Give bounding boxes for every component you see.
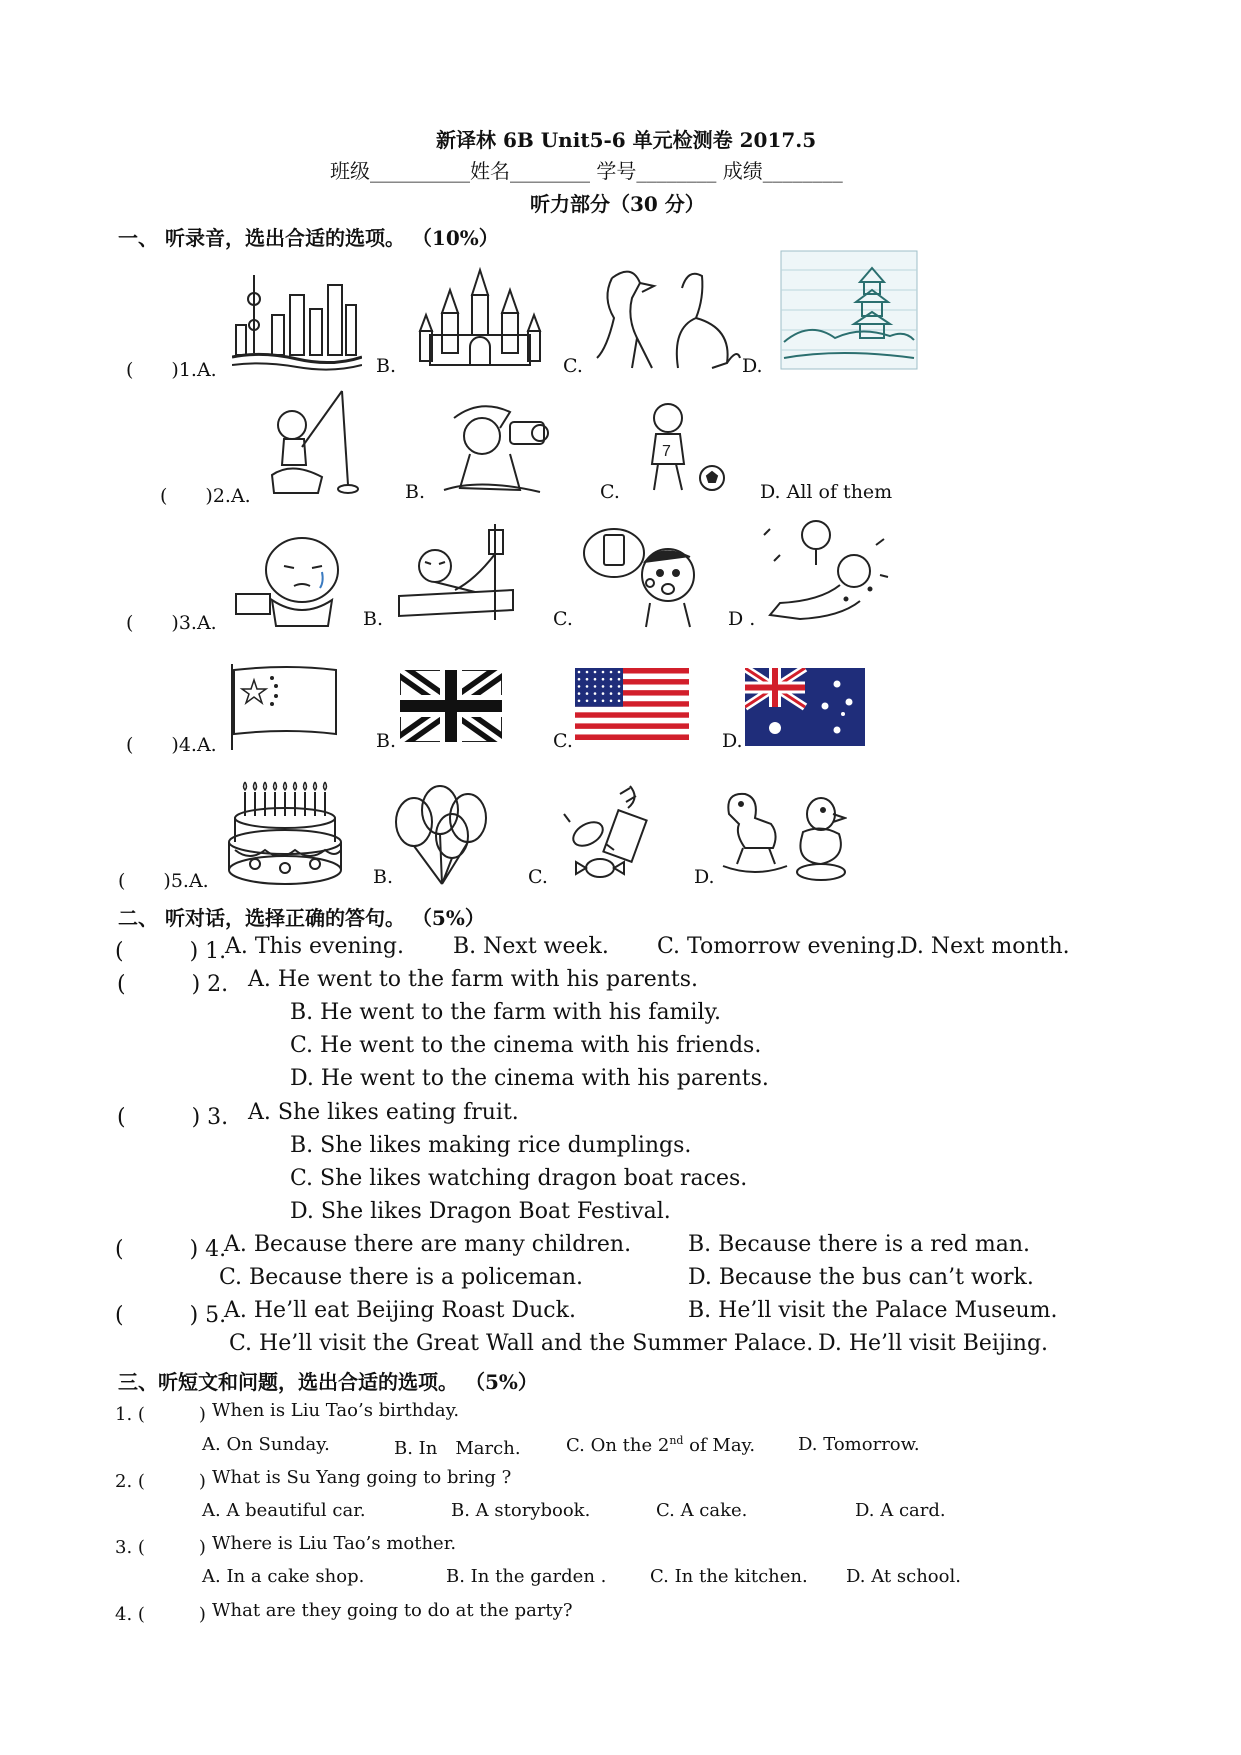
boy-taking-photo-icon <box>440 398 558 498</box>
uk-flag-icon <box>400 670 502 742</box>
q2-option-b-label: B. <box>405 481 426 503</box>
s2-q2-option-b: B. He went to the farm with his family. <box>290 1000 721 1025</box>
s3-q4-question: What are they going to do at the party? <box>212 1600 573 1621</box>
s2-q3-option-c: C. She likes watching dragon boat races. <box>290 1166 748 1191</box>
thirsty-boy-icon <box>580 523 700 631</box>
q2-number: ( )2.A. <box>160 485 251 507</box>
s2-q3-option-b: B. She likes making rice dumplings. <box>290 1133 692 1158</box>
q3-option-c-label: C. <box>553 608 573 630</box>
q5-option-c-label: C. <box>528 866 548 888</box>
s2-q1-option-d: D. Next month. <box>900 934 1070 959</box>
q4-option-d-label: D. <box>722 730 743 752</box>
q1-option-c-label: C. <box>563 355 583 377</box>
s3-q2-option-b: B. A storybook. <box>451 1500 591 1521</box>
s3-q1-number: 1. ( ) <box>115 1404 206 1425</box>
s2-q2-option-c: C. He went to the cinema with his friends. <box>290 1033 762 1058</box>
s2-q2-number: ( ) 2. <box>117 972 229 997</box>
s2-q3-option-d: D. She likes Dragon Boat Festival. <box>290 1199 671 1224</box>
q1-option-d-label: D. <box>742 355 763 377</box>
q4-option-b-label: B. <box>376 730 397 752</box>
s3-q2-option-c: C. A cake. <box>656 1500 748 1521</box>
q1-option-b-label: B. <box>376 355 397 377</box>
s2-q2-option-d: D. He went to the cinema with his parents. <box>290 1066 769 1091</box>
page-title: 新译林 6B Unit5-6 单元检测卷 2017.5 <box>436 128 817 152</box>
student-info-line: 班级__________姓名________ 学号________ 成绩________ <box>330 159 843 183</box>
candies-icon <box>560 784 660 884</box>
s2-q1-option-c: C. Tomorrow evening. <box>657 934 903 959</box>
section2-heading: 二、 听对话，选择正确的答句。 （5%） <box>118 906 485 930</box>
q2-option-d-label: D. All of them <box>760 481 893 503</box>
balloons-icon <box>392 784 492 894</box>
s2-q5-option-d: D. He’ll visit Beijing. <box>818 1331 1049 1356</box>
s2-q4-option-c: C. Because there is a policeman. <box>219 1265 583 1290</box>
s2-q4-number: ( ) 4. <box>115 1237 227 1262</box>
s3-q1-question: When is Liu Tao’s birthday. <box>212 1400 460 1421</box>
s2-q3-option-a: A. She likes eating fruit. <box>248 1100 519 1125</box>
boy-fishing-icon <box>262 385 380 499</box>
s2-q4-option-b: B. Because there is a red man. <box>688 1232 1030 1257</box>
s3-q3-option-d: D. At school. <box>846 1566 961 1587</box>
s3-q4-number: 4. ( ) <box>115 1604 206 1625</box>
listening-title: 听力部分（30 分） <box>530 192 705 216</box>
s3-q3-option-a: A. In a cake shop. <box>202 1566 365 1587</box>
q5-number: ( )5.A. <box>118 870 209 892</box>
q3-number: ( )3.A. <box>126 612 217 634</box>
boy-playing-football-icon <box>628 398 728 498</box>
s2-q5-option-b: B. He’ll visit the Palace Museum. <box>688 1298 1058 1323</box>
hot-boy-fanning-icon <box>760 515 890 627</box>
crying-cartoon-icon <box>232 530 352 630</box>
s3-q3-number: 3. ( ) <box>115 1537 206 1558</box>
section1-heading: 一、 听录音，选出合适的选项。 （10%） <box>118 226 499 250</box>
s2-q3-number: ( ) 3. <box>117 1105 229 1130</box>
q4-option-c-label: C. <box>553 730 573 752</box>
q4-number: ( )4.A. <box>126 734 217 756</box>
s2-q5-option-c: C. He’ll visit the Great Wall and the Summer Palace. <box>229 1331 814 1356</box>
city-skyline-icon <box>232 265 362 373</box>
s2-q2-option-a: A. He went to the farm with his parents. <box>248 967 699 992</box>
s3-q2-question: What is Su Yang going to bring ? <box>212 1467 512 1488</box>
s2-q1-option-a: A. This evening. <box>225 934 404 959</box>
s2-q4-option-a: A. Because there are many children. <box>224 1232 632 1257</box>
s3-q2-option-d: D. A card. <box>855 1500 946 1521</box>
s3-q1-option-d: D. Tomorrow. <box>798 1434 920 1455</box>
s3-q1-option-c: C. On the 2nd of May. <box>566 1434 756 1456</box>
s3-q3-question: Where is Liu Tao’s mother. <box>212 1533 457 1554</box>
dinosaurs-icon <box>592 258 742 376</box>
castle-icon <box>410 265 550 375</box>
s3-q2-option-a: A. A beautiful car. <box>202 1500 366 1521</box>
pagoda-landscape-icon <box>780 250 918 370</box>
svg-text:7: 7 <box>662 443 671 460</box>
s2-q1-number: ( ) 1. <box>115 939 227 964</box>
s2-q4-option-d: D. Because the bus can’t work. <box>688 1265 1034 1290</box>
sick-in-bed-icon <box>395 520 517 628</box>
s2-q5-number: ( ) 5. <box>115 1303 227 1328</box>
q2-option-c-label: C. <box>600 481 620 503</box>
q1-number: ( )1.A. <box>126 359 217 381</box>
q5-option-d-label: D. <box>694 866 715 888</box>
s3-q1-option-a: A. On Sunday. <box>202 1434 330 1455</box>
q3-option-d-label: D . <box>728 608 756 630</box>
q5-option-b-label: B. <box>373 866 394 888</box>
china-flag-icon <box>228 662 340 752</box>
s3-q3-option-b: B. In the garden . <box>446 1566 607 1587</box>
s2-q1-option-b: B. Next week. <box>453 934 609 959</box>
australia-flag-icon <box>745 668 865 746</box>
toy-horse-duck-icon <box>715 784 847 884</box>
us-flag-icon <box>575 668 689 740</box>
birthday-cake-icon <box>225 778 345 890</box>
s2-q5-option-a: A. He’ll eat Beijing Roast Duck. <box>224 1298 576 1323</box>
q3-option-b-label: B. <box>363 608 384 630</box>
s3-q3-option-c: C. In the kitchen. <box>650 1566 808 1587</box>
section3-heading: 三、听短文和问题，选出合适的选项。 （5%） <box>118 1370 538 1394</box>
s3-q2-number: 2. ( ) <box>115 1471 206 1492</box>
s3-q1-option-b: B. In March. <box>394 1438 521 1459</box>
